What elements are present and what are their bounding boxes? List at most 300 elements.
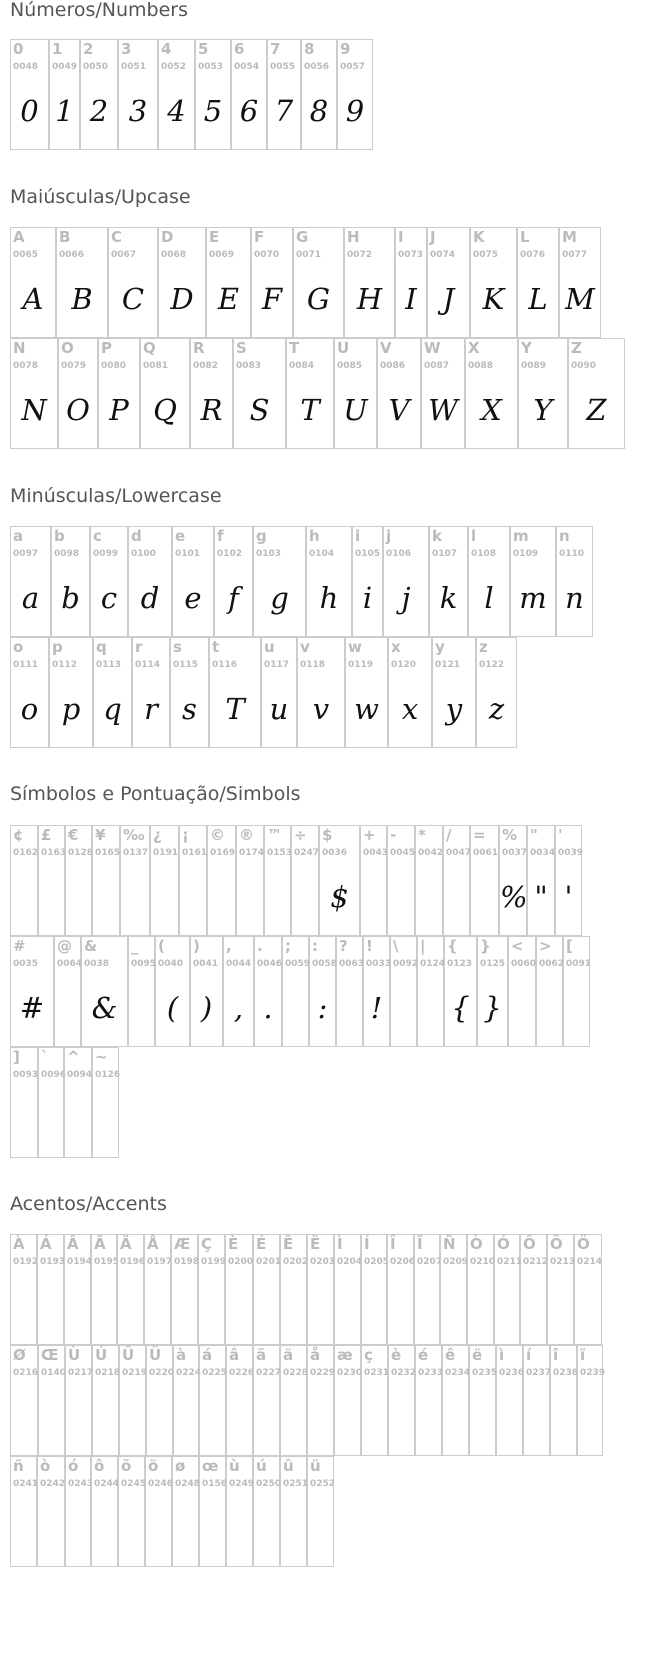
- glyph-code: 0043: [363, 848, 389, 858]
- glyph-key-char: (: [158, 937, 165, 955]
- glyph-cell[interactable]: [253, 1234, 280, 1345]
- glyph-sample: 5: [203, 94, 223, 128]
- glyph-cell[interactable]: [172, 526, 214, 637]
- glyph-cell[interactable]: [145, 1456, 172, 1567]
- glyph-cell[interactable]: [226, 1456, 253, 1567]
- glyph-sample: ,: [233, 991, 244, 1025]
- glyph-code: 0197: [147, 1257, 173, 1267]
- glyph-cell[interactable]: [414, 1234, 443, 1345]
- glyph-code: 0249: [229, 1479, 255, 1489]
- glyph-sample: [292, 875, 318, 919]
- glyph-sample: F: [261, 282, 283, 316]
- glyph-sample: [93, 1097, 118, 1141]
- glyph-cell[interactable]: [520, 1234, 547, 1345]
- glyph-key-char: K: [473, 228, 485, 246]
- glyph-cell[interactable]: [92, 1345, 119, 1456]
- glyph-cell[interactable]: [81, 936, 128, 1047]
- glyph-cell[interactable]: [226, 1345, 253, 1456]
- glyph-sample: f: [228, 581, 239, 615]
- glyph-key-char: b: [54, 527, 65, 545]
- glyph-sample: r: [144, 692, 158, 726]
- glyph-code: 0113: [96, 660, 122, 670]
- glyph-sample: [65, 1097, 91, 1141]
- glyph-key-char: E: [209, 228, 220, 246]
- glyph-code: 0214: [577, 1257, 603, 1267]
- glyph-code: 0202: [283, 1257, 309, 1267]
- glyph-cell[interactable]: [337, 39, 373, 150]
- glyph-cell[interactable]: [334, 338, 377, 449]
- glyph-cell[interactable]: [440, 1234, 467, 1345]
- glyph-code: 0231: [364, 1368, 390, 1378]
- glyph-cell[interactable]: [58, 338, 98, 449]
- glyph-cell[interactable]: [231, 39, 267, 150]
- glyph-cell[interactable]: [395, 227, 427, 338]
- glyph-sample: ': [564, 880, 573, 914]
- glyph-cell[interactable]: [363, 936, 390, 1047]
- glyph-cell[interactable]: [54, 936, 81, 1047]
- glyph-cell[interactable]: [334, 1345, 361, 1456]
- glyph-code: 0088: [468, 361, 494, 371]
- glyph-sample: [174, 1395, 198, 1439]
- glyph-cell[interactable]: [536, 936, 563, 1047]
- glyph-cell[interactable]: [38, 1345, 65, 1456]
- glyph-cell[interactable]: [523, 1345, 550, 1456]
- glyph-sample: 2: [89, 94, 109, 128]
- glyph-cell[interactable]: [38, 825, 65, 936]
- glyph-cell[interactable]: [334, 1234, 361, 1345]
- glyph-sample: e: [184, 581, 202, 615]
- glyph-code: 0193: [40, 1257, 66, 1267]
- glyph-cell[interactable]: [108, 227, 158, 338]
- glyph-code: 0106: [386, 549, 412, 559]
- glyph-cell[interactable]: [10, 637, 49, 748]
- glyph-cell[interactable]: [207, 825, 236, 936]
- glyph-sample: n: [565, 581, 584, 615]
- glyph-key-char: Ì: [337, 1235, 343, 1253]
- glyph-cell[interactable]: [92, 1047, 119, 1158]
- glyph-key-char: g: [256, 527, 267, 545]
- glyph-cell[interactable]: [251, 227, 293, 338]
- glyph-cell[interactable]: [477, 936, 508, 1047]
- glyph-cell[interactable]: [190, 936, 223, 1047]
- glyph-cell[interactable]: [307, 1456, 334, 1567]
- glyph-cell[interactable]: [470, 825, 499, 936]
- glyph-cell[interactable]: [280, 1456, 307, 1567]
- glyph-cell[interactable]: [547, 1234, 574, 1345]
- glyph-cell[interactable]: [199, 1345, 226, 1456]
- glyph-key-char: Ò: [470, 1235, 483, 1253]
- glyph-cell[interactable]: [468, 526, 510, 637]
- glyph-cell[interactable]: [120, 825, 150, 936]
- glyph-cell[interactable]: [170, 637, 209, 748]
- glyph-key-char: ;: [285, 937, 291, 955]
- glyph-cell[interactable]: [577, 1345, 606, 1456]
- glyph-key-char: ‰: [123, 826, 145, 844]
- glyph-cell[interactable]: [444, 936, 477, 1047]
- glyph-cell[interactable]: [432, 637, 476, 748]
- glyph-sample: !: [370, 991, 383, 1025]
- glyph-code: 0083: [236, 361, 262, 371]
- glyph-sample: [38, 1284, 63, 1328]
- glyph-cell[interactable]: [90, 526, 128, 637]
- glyph-cell[interactable]: [555, 825, 582, 936]
- glyph-cell[interactable]: [158, 227, 206, 338]
- glyph-cell[interactable]: [309, 936, 336, 1047]
- glyph-cell[interactable]: [132, 637, 170, 748]
- glyph-key-char: ï: [580, 1346, 586, 1364]
- glyph-sample: [308, 1395, 333, 1439]
- glyph-key-char: Ô: [523, 1235, 536, 1253]
- glyph-code: 0072: [347, 250, 373, 260]
- glyph-sample: [227, 1506, 252, 1550]
- glyph-cell[interactable]: [64, 1047, 92, 1158]
- glyph-cell[interactable]: [377, 338, 421, 449]
- glyph-cell[interactable]: [282, 936, 309, 1047]
- glyph-cell[interactable]: [319, 825, 360, 936]
- glyph-cell[interactable]: [476, 637, 517, 748]
- glyph-key-char: ": [530, 826, 538, 844]
- glyph-cell[interactable]: [550, 1345, 577, 1456]
- glyph-code: 0099: [93, 549, 119, 559]
- glyph-cell[interactable]: [10, 936, 54, 1047]
- glyph-code: 0233: [418, 1368, 444, 1378]
- glyph-cell[interactable]: [225, 1234, 253, 1345]
- glyph-key-char: ®: [239, 826, 254, 844]
- glyph-cell[interactable]: [280, 1345, 307, 1456]
- glyph-cell[interactable]: [496, 1345, 523, 1456]
- glyph-key-char: N: [13, 339, 26, 357]
- glyph-cell[interactable]: [65, 1345, 92, 1456]
- glyph-cell[interactable]: [361, 1234, 390, 1345]
- glyph-cell[interactable]: [291, 825, 319, 936]
- glyph-cell[interactable]: [383, 526, 429, 637]
- glyph-cell[interactable]: [499, 825, 527, 936]
- glyph-sample: J: [442, 282, 455, 316]
- glyph-code: 0117: [264, 660, 290, 670]
- glyph-sample: [471, 875, 498, 919]
- glyph-key-char: 0: [13, 40, 24, 58]
- glyph-cell[interactable]: [118, 1456, 145, 1567]
- glyph-cell[interactable]: [307, 1234, 334, 1345]
- glyph-sample: &: [91, 991, 118, 1025]
- glyph-sample: [509, 986, 535, 1030]
- glyph-cell[interactable]: [91, 1234, 120, 1345]
- glyph-code: 0073: [398, 250, 424, 260]
- glyph-cell[interactable]: [387, 1234, 414, 1345]
- glyph-cell[interactable]: [568, 338, 625, 449]
- glyph-key-char: >: [539, 937, 552, 955]
- glyph-cell[interactable]: [128, 936, 155, 1047]
- glyph-key-char: |: [420, 937, 426, 955]
- glyph-code: 0225: [202, 1368, 228, 1378]
- glyph-sample: [575, 1284, 601, 1328]
- glyph-cell[interactable]: [173, 1345, 202, 1456]
- glyph-cell[interactable]: [297, 637, 345, 748]
- glyph-code: 0196: [120, 1257, 146, 1267]
- glyph-key-char: €: [68, 826, 79, 844]
- glyph-cell[interactable]: [253, 1456, 280, 1567]
- glyph-cell[interactable]: [415, 825, 443, 936]
- glyph-code: 0059: [285, 959, 311, 969]
- glyph-key-char: p: [52, 638, 63, 656]
- glyph-code: 0220: [149, 1368, 175, 1378]
- glyph-cell[interactable]: [388, 637, 432, 748]
- glyph-sample: [66, 1395, 91, 1439]
- glyph-cell[interactable]: [80, 39, 118, 150]
- glyph-cell[interactable]: [140, 338, 190, 449]
- glyph-code: 0063: [339, 959, 365, 969]
- glyph-cell[interactable]: [10, 1456, 37, 1567]
- glyph-key-char: î: [553, 1346, 559, 1364]
- glyph-code: 0109: [513, 549, 539, 559]
- glyph-cell[interactable]: [470, 227, 517, 338]
- section-title: Números/Numbers: [10, 0, 188, 21]
- glyph-cell[interactable]: [158, 39, 195, 150]
- glyph-cell[interactable]: [119, 1345, 146, 1456]
- glyph-cell[interactable]: [199, 1456, 226, 1567]
- glyph-cell[interactable]: [442, 1345, 469, 1456]
- glyph-sample: [441, 1284, 466, 1328]
- glyph-cell[interactable]: [49, 39, 80, 150]
- glyph-cell[interactable]: [360, 825, 387, 936]
- glyph-cell[interactable]: [128, 526, 172, 637]
- glyph-sample: [120, 1395, 145, 1439]
- glyph-sample: x: [401, 692, 419, 726]
- glyph-sample: [237, 875, 263, 919]
- glyph-sample: [537, 986, 562, 1030]
- glyph-code: 0195: [94, 1257, 120, 1267]
- glyph-sample: [39, 875, 64, 919]
- glyph-cell[interactable]: [264, 825, 291, 936]
- glyph-sample: [281, 1284, 306, 1328]
- glyph-cell[interactable]: [10, 825, 38, 936]
- glyph-cell[interactable]: [390, 936, 417, 1047]
- glyph-cell[interactable]: [172, 1456, 199, 1567]
- glyph-cell[interactable]: [527, 825, 555, 936]
- glyph-cell[interactable]: [155, 936, 190, 1047]
- glyph-cell[interactable]: [10, 1234, 37, 1345]
- glyph-cell[interactable]: [91, 1456, 118, 1567]
- glyph-cell[interactable]: [301, 39, 337, 150]
- glyph-code: 0137: [123, 848, 149, 858]
- glyph-cell[interactable]: [556, 526, 593, 637]
- glyph-cell[interactable]: [417, 936, 444, 1047]
- glyph-cell[interactable]: [150, 825, 179, 936]
- glyph-sample: [146, 1506, 171, 1550]
- glyph-sample: [265, 875, 290, 919]
- glyph-cell[interactable]: [261, 637, 297, 748]
- glyph-key-char: å: [310, 1346, 321, 1364]
- glyph-sample: X: [481, 393, 502, 427]
- glyph-cell[interactable]: [427, 227, 470, 338]
- glyph-cell[interactable]: [10, 338, 58, 449]
- glyph-cell[interactable]: [233, 338, 286, 449]
- glyph-key-char: Ñ: [443, 1235, 456, 1253]
- glyph-key-char: ê: [445, 1346, 456, 1364]
- glyph-cell[interactable]: [387, 825, 415, 936]
- glyph-key-char: i: [355, 527, 361, 545]
- glyph-code: 0237: [526, 1368, 552, 1378]
- glyph-key-char: V: [380, 339, 392, 357]
- glyph-cell[interactable]: [190, 338, 233, 449]
- glyph-sample: [11, 1284, 36, 1328]
- glyph-cell[interactable]: [37, 1234, 64, 1345]
- glyph-cell[interactable]: [209, 637, 261, 748]
- glyph-cell[interactable]: [214, 526, 253, 637]
- glyph-cell[interactable]: [92, 825, 120, 936]
- glyph-cell[interactable]: [179, 825, 207, 936]
- glyph-cell[interactable]: [421, 338, 465, 449]
- glyph-cell[interactable]: [307, 1345, 334, 1456]
- glyph-key-char: ]: [13, 1048, 20, 1066]
- glyph-cell[interactable]: [559, 227, 601, 338]
- glyph-key-char: Y: [521, 339, 532, 357]
- glyph-key-char: ã: [256, 1346, 267, 1364]
- glyph-key-char: :: [312, 937, 318, 955]
- glyph-key-char: }: [480, 937, 491, 955]
- glyph-cell[interactable]: [118, 39, 158, 150]
- glyph-key-char: Î: [390, 1235, 396, 1253]
- glyph-cell[interactable]: [56, 227, 108, 338]
- glyph-code: 0066: [59, 250, 85, 260]
- glyph-cell[interactable]: [65, 825, 92, 936]
- glyph-code: 0097: [13, 549, 39, 559]
- glyph-code: 0078: [13, 361, 39, 371]
- glyph-cell[interactable]: [563, 936, 590, 1047]
- glyph-cell[interactable]: [146, 1345, 173, 1456]
- glyph-cell[interactable]: [236, 825, 264, 936]
- glyph-sample: #: [19, 991, 45, 1025]
- glyph-cell[interactable]: [64, 1234, 91, 1345]
- glyph-cell[interactable]: [49, 637, 93, 748]
- glyph-cell[interactable]: [198, 1234, 225, 1345]
- glyph-cell[interactable]: [144, 1234, 171, 1345]
- glyph-key-char: ¥: [95, 826, 106, 844]
- glyph-cell[interactable]: [206, 227, 251, 338]
- glyph-key-char: =: [473, 826, 486, 844]
- glyph-cell[interactable]: [171, 1234, 198, 1345]
- glyph-cell[interactable]: [469, 1345, 496, 1456]
- glyph-cell[interactable]: [574, 1234, 602, 1345]
- glyph-key-char: [: [566, 937, 573, 955]
- glyph-code: 0057: [340, 62, 366, 72]
- glyph-sample: [308, 1506, 333, 1550]
- glyph-cell[interactable]: [443, 825, 470, 936]
- glyph-cell[interactable]: [336, 936, 363, 1047]
- glyph-sample: [11, 1506, 36, 1550]
- glyph-cell[interactable]: [415, 1345, 442, 1456]
- glyph-sample: M: [565, 282, 595, 316]
- glyph-cell[interactable]: [517, 227, 559, 338]
- glyph-cell[interactable]: [117, 1234, 144, 1345]
- glyph-cell[interactable]: [10, 39, 49, 150]
- glyph-cell[interactable]: [37, 1456, 65, 1567]
- glyph-cell[interactable]: [344, 227, 395, 338]
- glyph-cell[interactable]: [345, 637, 388, 748]
- glyph-key-char: ù: [229, 1457, 240, 1475]
- glyph-code: 0247: [294, 848, 320, 858]
- glyph-cell[interactable]: [352, 526, 383, 637]
- glyph-sample: T: [300, 393, 320, 427]
- glyph-cell[interactable]: [10, 526, 51, 637]
- glyph-sample: l: [484, 581, 494, 615]
- glyph-cell[interactable]: [10, 227, 56, 338]
- glyph-code: 0124: [420, 959, 446, 969]
- glyph-sample: [200, 1506, 225, 1550]
- glyph-code: 0076: [520, 250, 546, 260]
- glyph-cell[interactable]: [93, 637, 132, 748]
- glyph-code: 0087: [424, 361, 450, 371]
- glyph-cell[interactable]: [494, 1234, 523, 1345]
- glyph-cell[interactable]: [508, 936, 536, 1047]
- glyph-key-char: Á: [40, 1235, 52, 1253]
- glyph-cell[interactable]: [467, 1234, 494, 1345]
- glyph-key-char: õ: [121, 1457, 132, 1475]
- glyph-key-char: ì: [499, 1346, 505, 1364]
- glyph-sample: [468, 1284, 493, 1328]
- glyph-cell[interactable]: [98, 338, 140, 449]
- glyph-cell[interactable]: [65, 1456, 94, 1567]
- glyph-cell[interactable]: [280, 1234, 307, 1345]
- glyph-sample: %: [500, 880, 528, 914]
- glyph-cell[interactable]: [306, 526, 352, 637]
- glyph-code: 0041: [193, 959, 219, 969]
- glyph-cell[interactable]: [429, 526, 468, 637]
- glyph-code: 0039: [558, 848, 584, 858]
- glyph-cell[interactable]: [267, 39, 301, 150]
- glyph-sample: A: [22, 282, 44, 316]
- glyph-cell[interactable]: [361, 1345, 388, 1456]
- glyph-cell[interactable]: [253, 526, 306, 637]
- glyph-key-char: k: [432, 527, 442, 545]
- glyph-sample: [551, 1395, 576, 1439]
- glyph-sample: (: [166, 991, 179, 1025]
- glyph-key-char: ñ: [13, 1457, 24, 1475]
- glyph-sample: ): [200, 991, 213, 1025]
- glyph-cell[interactable]: [465, 338, 518, 449]
- glyph-cell[interactable]: [388, 1345, 415, 1456]
- glyph-cell[interactable]: [10, 1047, 38, 1158]
- glyph-key-char: I: [398, 228, 404, 246]
- glyph-key-char: Ù: [68, 1346, 81, 1364]
- glyph-cell[interactable]: [223, 936, 254, 1047]
- glyph-cell[interactable]: [254, 936, 282, 1047]
- glyph-code: 0245: [121, 1479, 147, 1489]
- glyph-cell[interactable]: [510, 526, 556, 637]
- glyph-cell[interactable]: [10, 1345, 38, 1456]
- glyph-key-char: 6: [234, 40, 245, 58]
- glyph-sample: 7: [274, 94, 294, 128]
- glyph-sample: [388, 875, 414, 919]
- glyph-code: 0118: [300, 660, 326, 670]
- glyph-key-char: 1: [52, 40, 63, 58]
- glyph-code: 0241: [13, 1479, 39, 1489]
- glyph-cell[interactable]: [286, 338, 334, 449]
- glyph-cell[interactable]: [195, 39, 231, 150]
- glyph-code: 0045: [390, 848, 416, 858]
- glyph-cell[interactable]: [38, 1047, 67, 1158]
- glyph-key-char: 3: [121, 40, 132, 58]
- glyph-code: 0120: [391, 660, 417, 670]
- glyph-key-char: &: [84, 937, 98, 955]
- glyph-code: 0079: [61, 361, 87, 371]
- glyph-cell[interactable]: [293, 227, 344, 338]
- glyph-cell[interactable]: [51, 526, 90, 637]
- glyph-cell[interactable]: [253, 1345, 280, 1456]
- glyph-key-char: é: [418, 1346, 429, 1364]
- glyph-key-char: `: [41, 1048, 49, 1066]
- glyph-cell[interactable]: [518, 338, 568, 449]
